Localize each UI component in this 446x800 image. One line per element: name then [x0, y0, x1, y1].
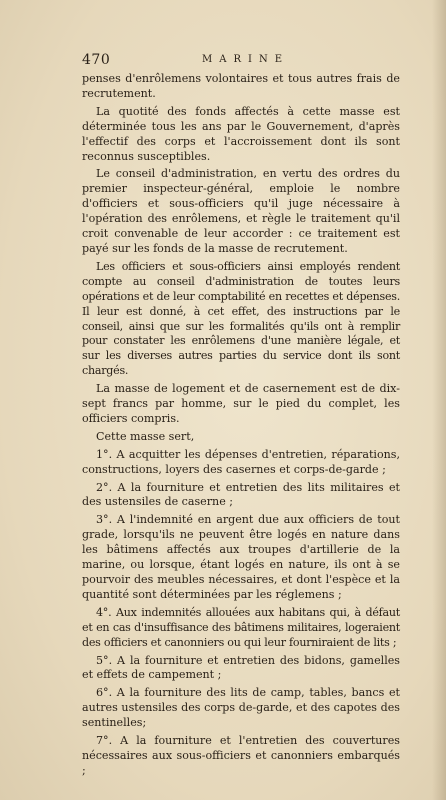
paragraph-quotite: La quotité des fonds affectés à cette masse est déterminée tous les ans par le Gouvernement, d'après l'effectif des corps et l'accroissement dont ils sont reconnus susceptibles.: [82, 104, 400, 163]
running-head: MARINE: [202, 54, 289, 65]
paragraph-masse-logement: La masse de logement et de casernement est de dix-sept francs par homme, sur le pied du complet, les officiers compris.: [82, 382, 400, 425]
list-item-7: 7°. A la fourniture et l'entretien des couvertures nécessaires aux sous-officiers et canonniers embarqués ;: [82, 734, 400, 777]
list-item-2: 2°. A la fourniture et entretien des lits militaires et des ustensiles de caserne ;: [82, 480, 400, 509]
list-item-4: 4°. Aux indemnités allouées aux habitans qui, à défaut et en cas d'insuffisance des bâtimens militaires, logeraient des officiers et canonniers ou qui leur fourniraient de lits ;: [82, 605, 400, 649]
list-item-5: 5°. A la fourniture et entretien des bidons, gamelles et effets de campement ;: [82, 653, 400, 682]
list-item-1: 1°. A acquitter les dépenses d'entretien, réparations, constructions, loyers des casernes et corps-de-garde ;: [82, 447, 400, 476]
page-header: [82, 52, 402, 70]
paragraph-continuation: penses d'enrôlemens volontaires et tous autres frais de recrutement.: [82, 72, 400, 100]
body-text: [82, 72, 400, 782]
list-item-6: 6°. A la fourniture des lits de camp, tables, bancs et autres ustensiles des corps de-garde, et des capotes des sentinelles;: [82, 686, 400, 730]
spine-shadow: [432, 0, 446, 800]
page-number: 470: [82, 52, 111, 68]
list-item-3: 3°. A l'indemnité en argent due aux officiers de tout grade, lorsqu'ils ne peuvent être logés en nature dans les bâtimens affectés aux troupes d'artillerie de la marine, ou lorsque, étant logés en nature, ils ont à se pourvoir des meubles nécessaires, et dont l'espèce et la quantité sont déterminées par les réglemens ;: [82, 513, 400, 601]
paragraph-conseil: Le conseil d'administration, en vertu des ordres du premier inspecteur-général, emploie le nombre d'officiers et sous-officiers qu'il juge nécessaire à l'opération des enrôlemens, et règle le traitement qu'il croit convenable de leur accorder : ce traitement est payé sur les fonds de la masse de recrutement.: [82, 167, 400, 255]
paragraph-cette-masse: Cette masse sert,: [96, 429, 195, 443]
paragraph-officiers: Les officiers et sous-officiers ainsi employés rendent compte au conseil d'administration de toutes leurs opérations et de leur comptabilité en recettes et dépenses. Il leur est donné, à cet effet, des instructions par le conseil, ainsi que sur les formalités qu'ils ont à remplir pour constater les enrôlemens d'une manière légale, et sur les diverses autres parties du service dont ils sont chargés.: [82, 259, 400, 378]
